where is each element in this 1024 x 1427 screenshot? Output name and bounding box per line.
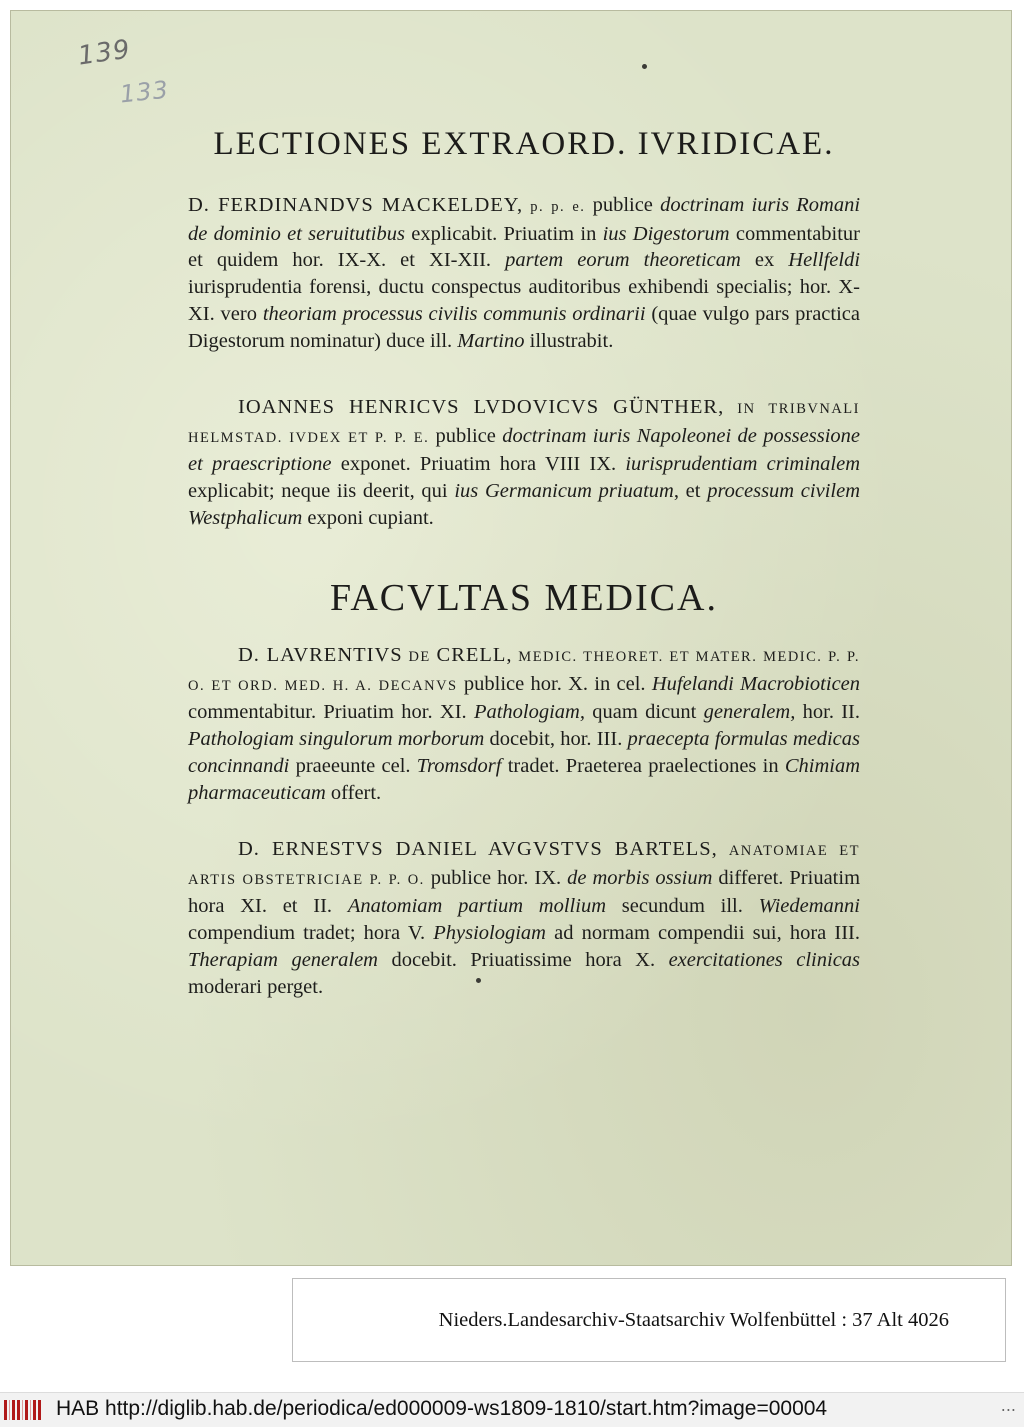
entry-italic: Anatomiam partium mollium xyxy=(347,895,607,918)
entry-italic: exercitationes clinicas xyxy=(668,948,861,971)
professor-surname: CRELL, xyxy=(436,644,513,666)
entry-text: offert. xyxy=(330,781,382,804)
professor-title: p. p. e. xyxy=(530,199,586,215)
entry-italic: Pathologiam singulorum morborum xyxy=(188,728,485,751)
entry-text: commentabitur et quidem hor. IX-X. et XI-XII. xyxy=(188,222,861,272)
entry-italic: Tromsdorf xyxy=(416,754,502,777)
entry-text: praeeunte cel. xyxy=(295,754,411,777)
entry-italic: de morbis ossium xyxy=(567,866,713,889)
entry-italic: ius Digestorum xyxy=(602,222,730,245)
name-particle: DE xyxy=(408,649,431,665)
entry-text: docebit, hor. III. xyxy=(489,728,623,751)
entry-crell xyxy=(188,642,860,806)
hab-logo-icon xyxy=(4,1400,41,1420)
entry-italic: Wiedemanni xyxy=(758,895,860,918)
more-icon[interactable]: ... xyxy=(1000,1396,1016,1415)
section-heading-iuridicae: LECTIONES EXTRAORD. IVRIDICAE. xyxy=(213,126,835,162)
entry-text: illustrabit. xyxy=(529,329,614,352)
entry-text: publice xyxy=(435,424,496,447)
entry-text: explicabit; neque iis deerit, qui xyxy=(188,480,448,503)
entry-text: hor. II. xyxy=(802,701,861,724)
entry-text: docebit. Priuatissime hora X. xyxy=(391,948,656,971)
entry-text: differet. Priuatim hora XI. et II. xyxy=(188,866,861,918)
entry-text: ex xyxy=(754,249,775,272)
entry-italic: partem eorum theoreticam xyxy=(505,249,741,272)
entry-bartels xyxy=(188,836,860,1000)
entry-text: tradet. Praeterea praelectiones in xyxy=(507,754,779,777)
entry-text: exponet. Priuatim hora VIII IX. xyxy=(340,453,617,476)
entry-mackeldey xyxy=(188,192,860,354)
entry-text: moderari perget. xyxy=(188,975,324,998)
entry-italic: generalem, xyxy=(703,701,796,724)
section-heading-medica: FACVLTAS MEDICA. xyxy=(330,577,718,619)
entry-text: iurisprudentia forensi, ductu conspectus auditoribus exhibendi specialis; hor. X-XI. vero xyxy=(188,276,860,325)
handwritten-number-faded: 133 xyxy=(118,75,171,109)
entry-italic: Therapiam generalem xyxy=(188,948,378,971)
entry-italic: praecepta formulas medicas concinnandi xyxy=(188,728,861,777)
entry-italic: doctrinam iuris Napoleonei de possessione et praescriptione xyxy=(188,424,861,476)
entry-text: , et xyxy=(673,480,701,503)
entry-italic: Physiologiam xyxy=(433,922,546,945)
entry-text: publice hor. IX. xyxy=(430,866,562,889)
entry-text: exponi cupiant. xyxy=(307,506,434,529)
professor-title: MEDIC. THEORET. ET MATER. MEDIC. P. P. O. ET ORD. MED. H. A. DECANVS xyxy=(188,649,861,694)
entry-italic: iurisprudentiam criminalem xyxy=(625,453,861,476)
professor-name: D. FERDINANDVS MACKELDEY, xyxy=(188,194,524,216)
professor-title: ANATOMIAE ET ARTIS OBSTETRICIAE P. P. O. xyxy=(188,843,860,888)
entry-italic: Hufelandi Macrobioticen xyxy=(651,672,861,695)
entry-italic: ius Germanicum priuatum xyxy=(454,480,674,503)
entry-text: compendium tradet; hora V. xyxy=(188,922,426,945)
entry-italic: doctrinam iuris Romani de dominio et seruitutibus xyxy=(188,194,861,245)
entry-italic: theoriam processus civilis communis ordinarii xyxy=(262,302,646,325)
handwritten-number: 139 xyxy=(76,34,133,72)
entry-italic: processum civilem Westphalicum xyxy=(188,480,860,529)
entry-text: ad normam compendii sui, hora III. xyxy=(554,922,860,945)
ink-speck xyxy=(642,64,647,69)
professor-name: IOANNES HENRICVS LVDOVICVS GÜNTHER, xyxy=(238,396,725,418)
entry-text: publice hor. X. in cel. xyxy=(463,672,646,695)
entry-italic: Pathologiam, xyxy=(473,701,585,724)
entry-text: publice xyxy=(592,194,653,216)
entry-text: explicabit. Priuatim in xyxy=(411,222,597,245)
entry-text: quam dicunt xyxy=(592,701,697,724)
entry-text: (quae vulgo pars practica Digestorum nominatur) duce ill. xyxy=(188,302,860,352)
entry-text: commentabitur. Priuatim hor. XI. xyxy=(188,701,467,724)
professor-name: D. ERNESTVS DANIEL AVGVSTVS BARTELS, xyxy=(238,838,718,860)
archive-stamp: Nieders.Landesarchiv-Staatsarchiv Wolfenbüttel : 37 Alt 4026 xyxy=(438,1309,949,1331)
entry-italic: Chimiam pharmaceuticam xyxy=(188,754,861,804)
footer-url-link[interactable]: HAB http://diglib.hab.de/periodica/ed000009-ws1809-1810/start.htm?image=00004 xyxy=(56,1397,828,1420)
professor-name: D. LAVRENTIVS xyxy=(238,644,403,666)
entry-italic: Hellfeldi xyxy=(788,249,861,272)
professor-title: IN TRIBVNALI HELMSTAD. IVDEX ET P. P. E. xyxy=(188,401,860,446)
entry-italic: Martino xyxy=(457,329,525,352)
entry-text: secundum ill. xyxy=(621,895,743,918)
archive-stamp-box xyxy=(292,1278,1006,1362)
entry-guenther xyxy=(188,394,860,532)
footer-bar xyxy=(0,1392,1024,1427)
